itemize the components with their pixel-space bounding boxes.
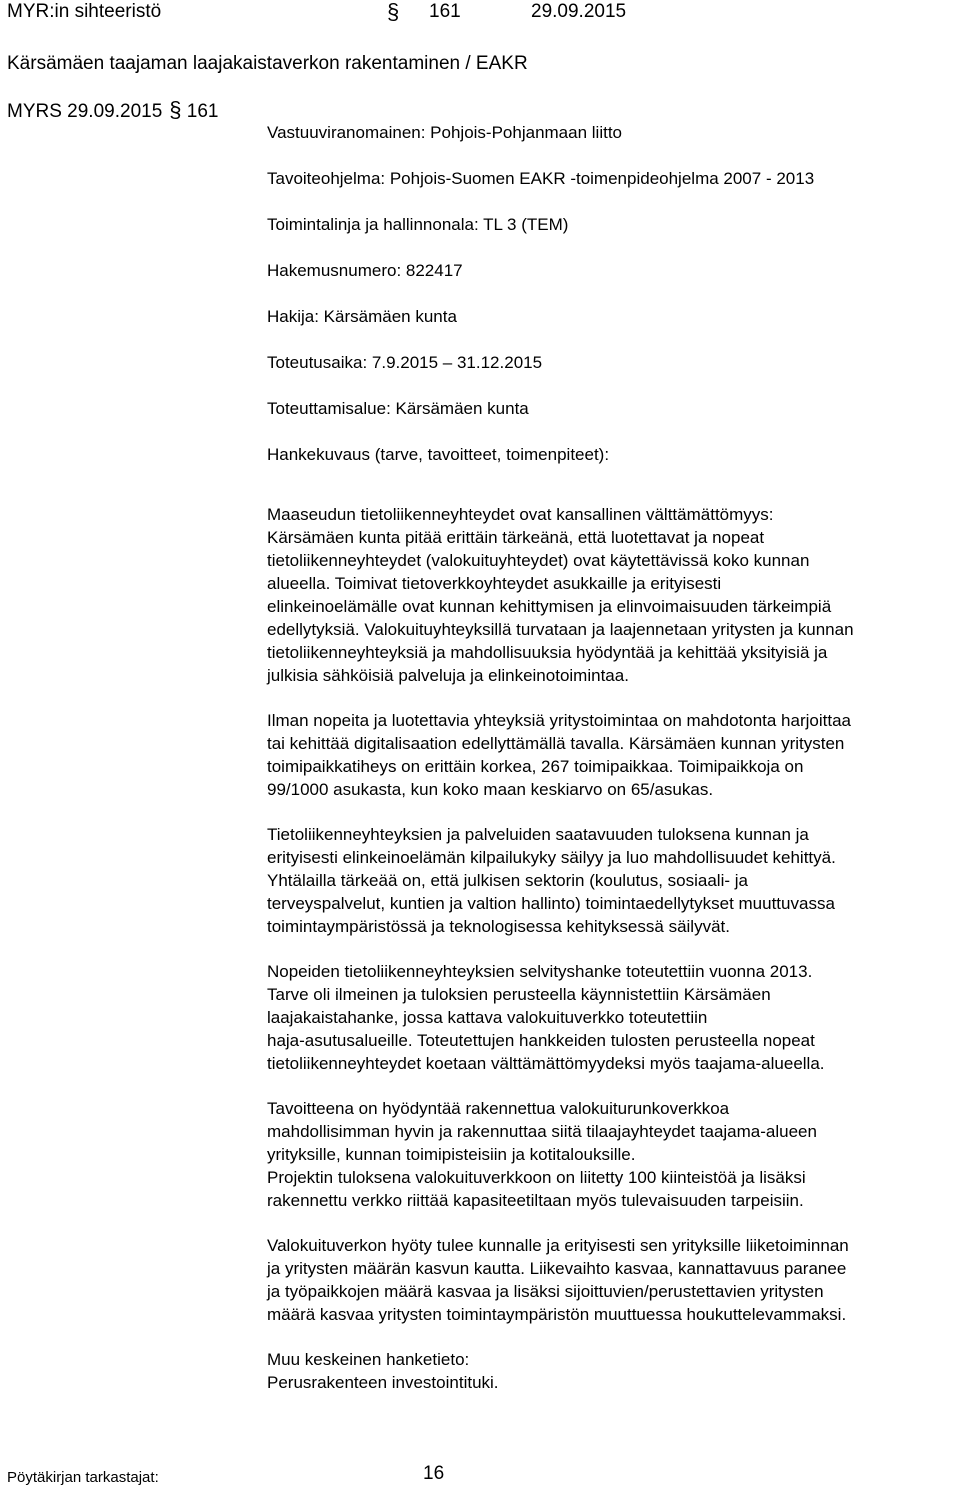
paragraph-line: Valokuituverkon hyöty tulee kunnalle ja erityisesti sen yrityksille liiketoiminnan: [267, 1236, 849, 1255]
paragraph: [267, 1234, 957, 1326]
paragraph: [267, 1348, 957, 1394]
description-paragraphs: [267, 503, 957, 1394]
paragraph-line: Yhtälailla tärkeää on, että julkisen sektorin (koulutus, sosiaali- ja: [267, 871, 748, 890]
paragraph-line: yrityksille, kunnan toimipisteisiin ja kotitalouksille.: [267, 1145, 636, 1164]
page-number: 16: [423, 1463, 445, 1484]
paragraph-line: Tietoliikenneyhteyksien ja palveluiden saatavuuden tuloksena kunnan ja: [267, 825, 809, 844]
metadata-line: Hankekuvaus (tarve, tavoitteet, toimenpiteet):: [267, 445, 610, 464]
paragraph: [267, 1097, 957, 1212]
paragraph-line: tietoliikenneyhteyksiä ja mahdollisuuksia hyödyntää ja kehittää yksityisiä ja: [267, 643, 828, 662]
paragraph: [267, 960, 957, 1075]
document-subtitle: Kärsämäen taajaman laajakaistaverkon rakentaminen / EAKR: [7, 53, 528, 74]
metadata-line: Toteutusaika: 7.9.2015 – 31.12.2015: [267, 353, 543, 372]
paragraph-line: elinkeinoelämälle ovat kunnan kehittymisen ja elinvoimaisuuden tärkeimpiä: [267, 597, 832, 616]
paragraph-line: tietoliikenneyhteydet koetaan välttämättömyydeksi myös taajama-alueella.: [267, 1054, 825, 1073]
paragraph-line: erityisesti elinkeinoelämän kilpailukyky säilyy ja luo mahdollisuudet kehittyä.: [267, 848, 836, 867]
paragraph-line: Ilman nopeita ja luotettavia yhteyksiä yritystoimintaa on mahdotonta harjoittaa: [267, 711, 851, 730]
paragraph-line: mahdollisimman hyvin ja rakennuttaa siitä tilaajayhteydet taajama-alueen: [267, 1122, 817, 1141]
paragraph-line: haja-asutusalueille. Toteutettujen hankkeiden tulosten perusteella nopeat: [267, 1031, 815, 1050]
paragraph-line: alueella. Toimivat tietoverkkoyhteydet asukkaille ja erityisesti: [267, 574, 722, 593]
footer-label: Pöytäkirjan tarkastajat:: [7, 1469, 159, 1486]
reference-text: MYRS 29.09.2015: [7, 101, 163, 122]
metadata-line: Tavoiteohjelma: Pohjois-Suomen EAKR -toimenpideohjelma 2007 - 2013: [267, 169, 815, 188]
paragraph-line: terveyspalvelut, kuntien ja valtion hallinto) toimintaedellytykset muuttuvassa: [267, 894, 835, 913]
paragraph: [267, 503, 957, 687]
paragraph-line: tietoliikenneyhteydet (valokuituyhteydet) ovat käytettävissä koko kunnan: [267, 551, 810, 570]
paragraph-line: määrä kasvaa yritysten toimintaympäristön muuttuessa houkuttelevammaksi.: [267, 1305, 847, 1324]
paragraph-line: edellytyksiä. Valokuituyhteyksillä turvataan ja laajennetaan yritysten ja kunnan: [267, 620, 854, 639]
metadata-line: Hakemusnumero: 822417: [267, 261, 463, 280]
paragraph-line: Perusrakenteen investointituki.: [267, 1373, 499, 1392]
header-org: MYR:in sihteeristö: [7, 1, 162, 22]
paragraph: [267, 823, 957, 938]
paragraph-line: Tavoitteena on hyödyntää rakennettua valokuiturunkoverkkoa: [267, 1099, 730, 1118]
paragraph-line: 99/1000 asukasta, kun koko maan keskiarvo on 65/asukas.: [267, 780, 714, 799]
paragraph-line: toimintaympäristössä ja teknologisessa kehityksessä säilyvät.: [267, 917, 730, 936]
paragraph-line: Muu keskeinen hanketieto:: [267, 1350, 470, 1369]
paragraph-line: Nopeiden tietoliikenneyhteyksien selvityshanke toteutettiin vuonna 2013.: [267, 962, 813, 981]
paragraph-line: rakennettu verkko riittää kapasiteetiltaan myös tulevaisuuden tarpeisiin.: [267, 1191, 804, 1210]
meeting-reference: [7, 98, 219, 124]
paragraph-line: Maaseudun tietoliikenneyhteydet ovat kansallinen välttämättömyys:: [267, 505, 774, 524]
metadata-line: Toteuttamisalue: Kärsämäen kunta: [267, 399, 529, 418]
page-footer: [7, 1463, 445, 1488]
header-date: 29.09.2015: [531, 1, 627, 22]
paragraph-line: Kärsämäen kunta pitää erittäin tärkeänä, että luotettavat ja nopeat: [267, 528, 765, 547]
page-header: [7, 0, 627, 24]
reference-number: 161: [186, 101, 219, 122]
paragraph-line: Tarve oli ilmeinen ja tuloksien perusteella käynnistettiin Kärsämäen: [267, 985, 771, 1004]
reference-section-symbol: §: [169, 97, 182, 122]
section-symbol: §: [387, 0, 400, 24]
paragraph-line: tai kehittää digitalisaation edellyttämällä tavalla. Kärsämäen kunnan yritysten: [267, 734, 845, 753]
metadata-list: [267, 121, 957, 489]
paragraph-line: laajakaistahanke, jossa kattava valokuituverkko toteutettiin: [267, 1008, 708, 1027]
header-number: 161: [429, 1, 461, 22]
metadata-line: Vastuuviranomainen: Pohjois-Pohjanmaan liitto: [267, 123, 622, 142]
metadata-line: Hakija: Kärsämäen kunta: [267, 307, 457, 326]
paragraph-line: Projektin tuloksena valokuituverkkoon on liitetty 100 kiinteistöä ja lisäksi: [267, 1168, 806, 1187]
metadata-line: Toimintalinja ja hallinnonala: TL 3 (TEM): [267, 215, 569, 234]
paragraph-line: toimipaikkatiheys on erittäin korkea, 267 toimipaikkaa. Toimipaikkoja on: [267, 757, 804, 776]
paragraph-line: ja työpaikkojen määrä kasvaa ja lisäksi sijoittuvien/perustettavien yritysten: [267, 1282, 824, 1301]
paragraph-line: ja yritysten määrän kasvun kautta. Liikevaihto kasvaa, kannattavuus paranee: [267, 1259, 847, 1278]
paragraph-line: julkisia sähköisiä palveluja ja elinkeinotoimintaa.: [267, 666, 629, 685]
document-body: [267, 121, 957, 1416]
paragraph: [267, 709, 957, 801]
